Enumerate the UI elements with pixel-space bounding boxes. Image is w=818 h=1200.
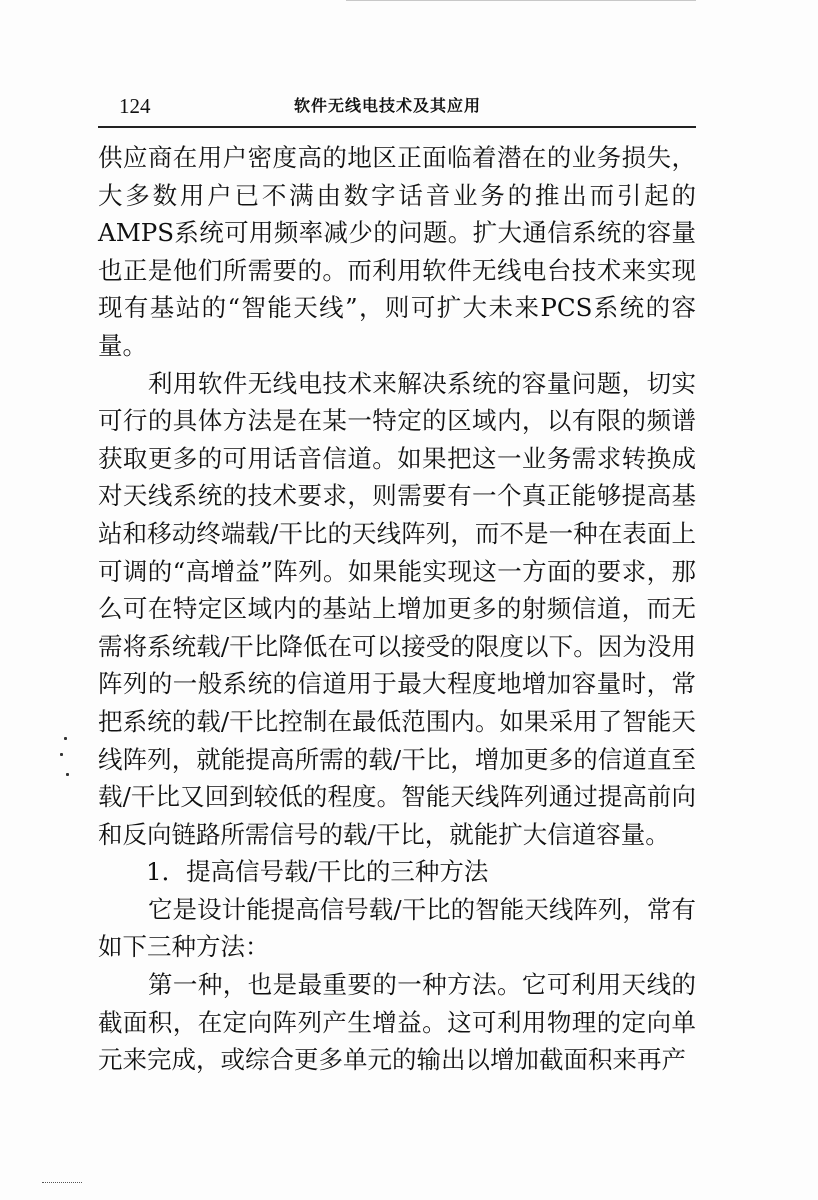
paragraph: 利用软件无线电技术来解决系统的容量问题，切实可行的具体方法是在某一特定的区域内，以有限的频谱获取更多的可用话音信道。如果把这一业务需求转换成对天线系统的技术要求，则需要有一个真正能够提高基站和移动终端载/干比的天线阵列，而不是一种在表面上可调的“高增益”阵列。如果能实现这一方面的要求，那么可在特定区域内的基站上增加更多的射频信道，而无需将系统载/干比降低在可以接受的限度以下。因为没用阵列的一般系统的信道用于最大程度地增加容量时，常把系统的载/干比控制在最低范围内。如果采用了智能天线阵列，就能提高所需的载/干比，增加更多的信道直至载/干比又回到较低的程度。智能天线阵列通过提高前向和反向链路所需信号的载/干比，就能扩大信道容量。 bbox=[98, 368, 696, 849]
paragraph: 它是设计能提高信号载/干比的智能天线阵列，常有如下三种方法： bbox=[98, 894, 696, 962]
paragraph: 第一种，也是最重要的一种方法。它可利用天线的截面积，在定向阵列产生增益。这可利用物理的定向单元来完成，或综合更多单元的输出以增加截面积来再产 bbox=[98, 970, 696, 1075]
section-heading: 1．提高信号载/干比的三种方法 bbox=[146, 857, 489, 887]
scan-edge-mark bbox=[346, 0, 696, 5]
running-title: 软件无线电技术及其应用 bbox=[294, 96, 482, 115]
paragraph-continued: 供应商在用户密度高的地区正面临着潜在的业务损失，大多数用户已不满由数字话音业务的推出而引起的AMPS系统可用频率减少的问题。扩大通信系统的容量也正是他们所需要的。而利用软件无线电台技术来实现现有基站的“智能天线”，则可扩大未来PCS系统的容量。 bbox=[98, 143, 696, 360]
header-rule bbox=[98, 126, 696, 128]
page-header bbox=[98, 94, 696, 124]
body-text bbox=[98, 139, 696, 1079]
margin-scan-marks bbox=[58, 735, 70, 785]
page-number: 124 bbox=[119, 94, 151, 118]
footer-scan-mark bbox=[42, 1182, 82, 1187]
